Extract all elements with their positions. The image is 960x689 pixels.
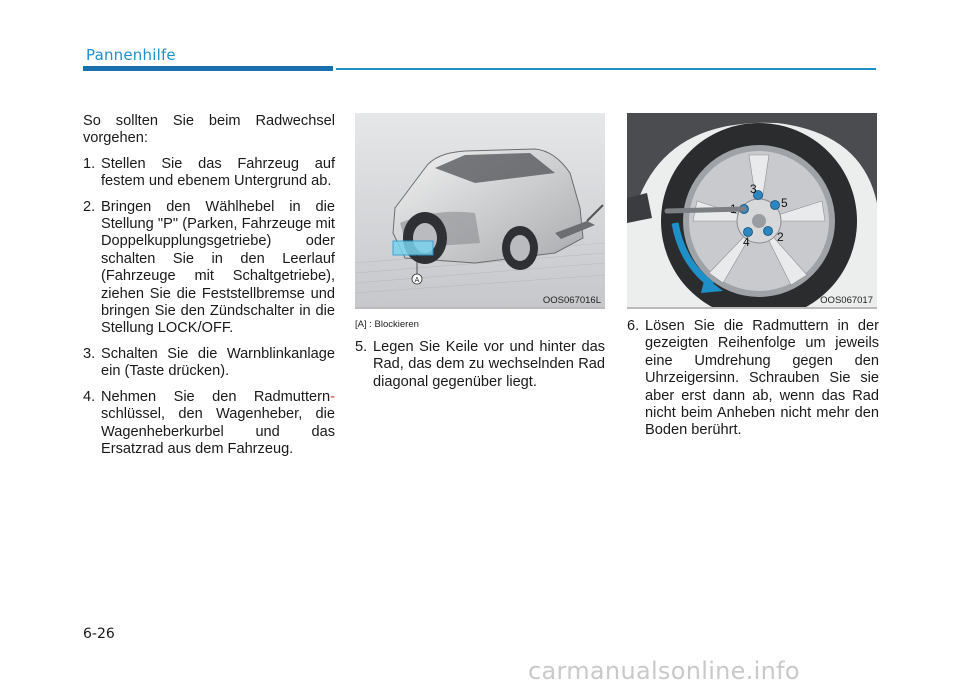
step-text <box>101 389 335 459</box>
wheel-illustration <box>627 113 877 309</box>
step-number: 5. <box>355 339 368 355</box>
step-text: Stellen Sie das Fahrzeug auf festem und ebenem Untergrund ab. <box>101 155 335 190</box>
step-4 <box>83 389 335 459</box>
step-2 <box>83 199 335 338</box>
step-number: 6. <box>627 318 640 334</box>
header-rule-dark <box>83 66 333 71</box>
section-title: Pannenhilfe <box>86 46 176 64</box>
nut-label-4: 4 <box>743 235 750 249</box>
figure-caption: [A] : Blockieren <box>355 319 419 330</box>
step-5 <box>355 339 605 391</box>
step-text-part-b: schlüssel, den Wagenheber, die Wagenheberkurbel und das Ersatzrad aus dem Fahrzeug. <box>101 406 335 457</box>
column-1 <box>83 113 335 466</box>
intro-text: So sollten Sie beim Radwechsel vorgehen: <box>83 113 335 147</box>
step-text: Legen Sie Keile vor und hinter das Rad, das dem zu wechselnden Rad diagonal gegenüber liegt. <box>373 339 605 390</box>
step-text: Lösen Sie die Radmuttern in der gezeigten Reihenfolge um jeweils eine Umdrehung gegen den Uhrzeigersinn. Schrauben Sie sie aber erst dann ab, wenn das Rad nicht beim Anheben nicht mehr den Boden berührt. <box>645 318 879 439</box>
car-jack-illustration <box>355 113 605 309</box>
watermark[interactable]: carmanualsonline.info <box>528 657 800 685</box>
page-number: 6-26 <box>83 626 115 642</box>
nut-label-3: 3 <box>750 182 757 196</box>
step-number: 2. <box>83 198 96 215</box>
figure-car-jack <box>355 113 605 309</box>
column-3 <box>627 318 879 448</box>
nut-label-2: 2 <box>777 230 784 244</box>
callout-a: A <box>414 277 420 284</box>
header-rule-light <box>336 68 876 70</box>
figure-code: OOS067016L <box>542 295 601 306</box>
hyphen-mark: - <box>330 388 335 405</box>
step-number: 4. <box>83 388 96 405</box>
figure-wheel-nuts <box>627 113 877 309</box>
figure-divider <box>627 307 877 309</box>
step-text: Schalten Sie die Warnblinkanlage ein (Taste drücken). <box>101 345 335 380</box>
step-1 <box>83 156 335 191</box>
step-3 <box>83 346 335 381</box>
figure-divider <box>355 307 605 309</box>
step-number: 3. <box>83 345 96 362</box>
step-number: 1. <box>83 155 96 172</box>
step-text: Bringen den Wählhebel in die Stellung "P" (Parken, Fahrzeuge mit Doppelkupplungsgetriebe) oder schalten Sie in den Leerlauf (Fahrzeuge mit Schaltgetriebe), ziehen Sie die Feststellbremse und bringen Sie den Zündschalter in die Stellung LOCK/OFF. <box>101 198 335 337</box>
column-2 <box>355 318 605 399</box>
step-text-part-a: Nehmen Sie den Radmuttern <box>101 388 331 405</box>
figure-code: OOS067017 <box>820 295 873 306</box>
step-6 <box>627 318 879 440</box>
nut-label-5: 5 <box>781 196 788 210</box>
